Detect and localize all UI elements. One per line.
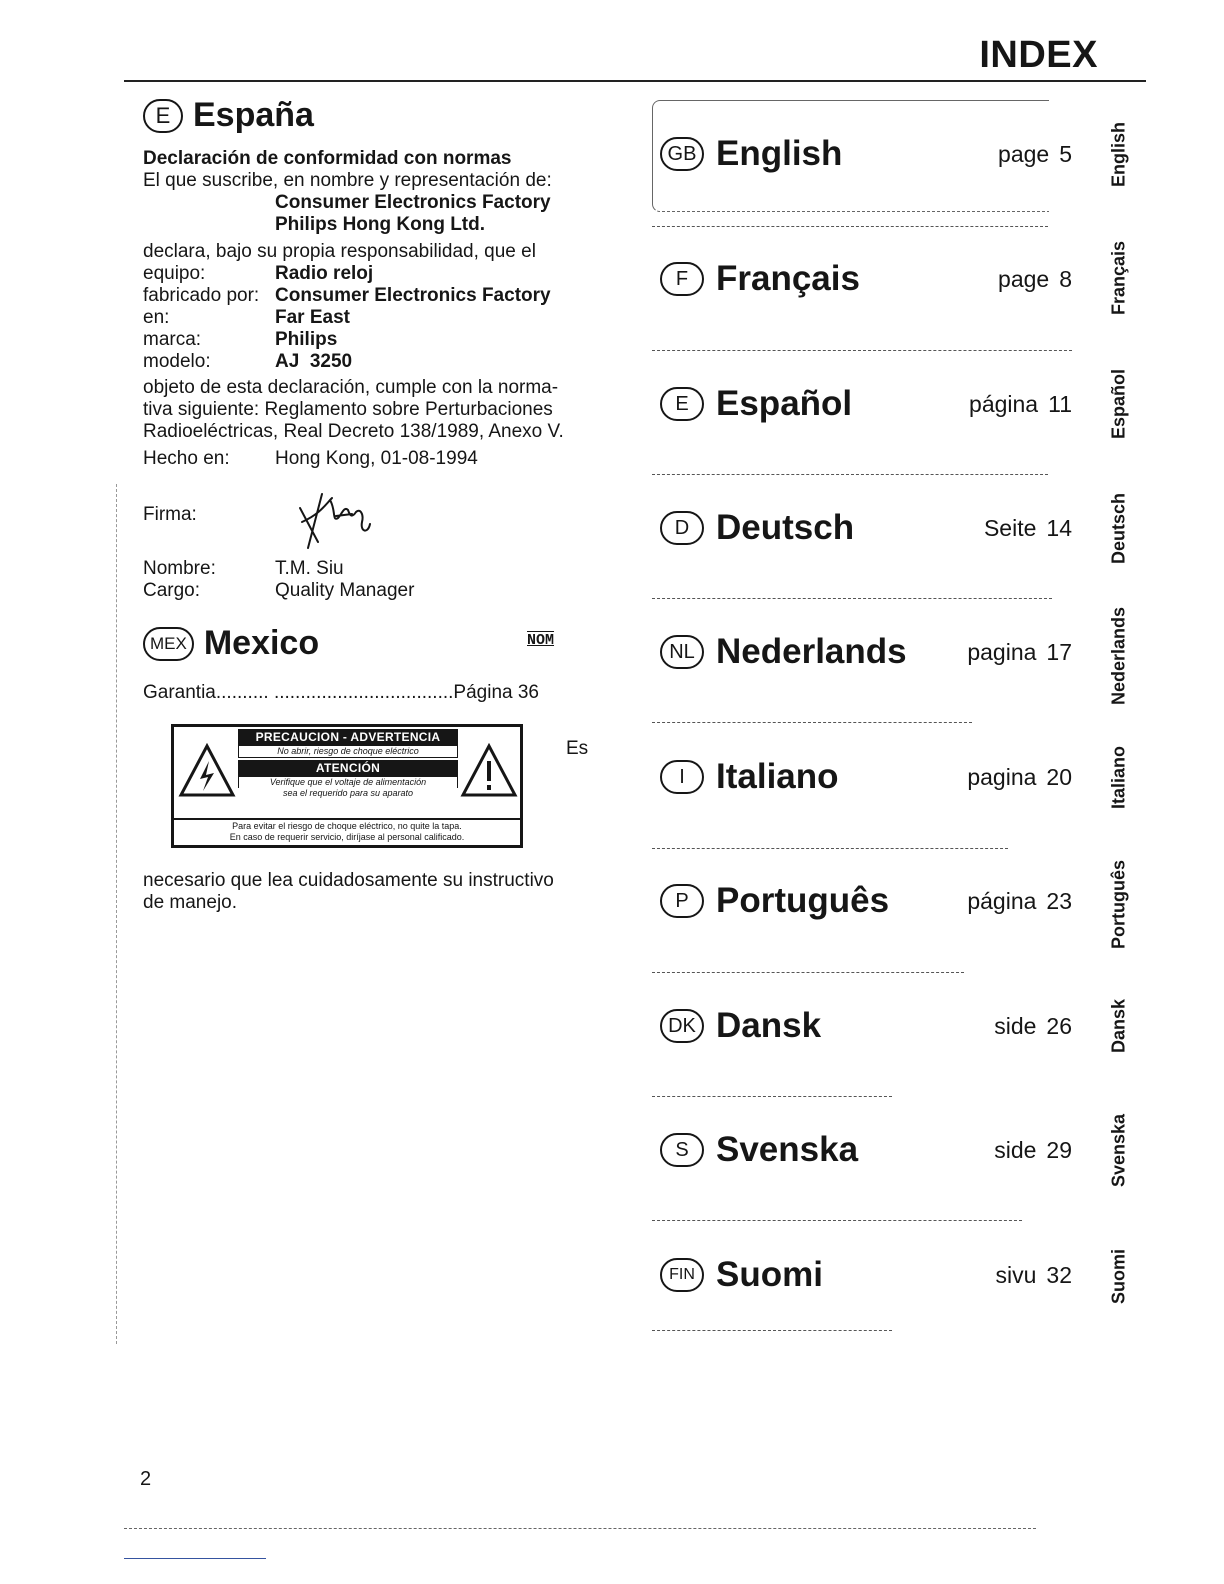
- warranty-page: Página 36: [453, 682, 539, 703]
- language-page: [998, 266, 1072, 293]
- country-badge-e: E: [143, 99, 183, 133]
- divider: [652, 848, 1008, 849]
- language-row-english[interactable]: [660, 124, 1072, 184]
- language-name: Nederlands: [716, 632, 907, 671]
- divider: [652, 722, 972, 723]
- object-line-2: tiva siguiente: Reglamento sobre Perturbaciones: [143, 399, 553, 420]
- warning-line-3: sea el requerido para su aparato: [282, 788, 414, 798]
- made-value: Hong Kong, 01-08-1994: [275, 448, 478, 469]
- declaration-intro: El que suscribe, en nombre y representación de:: [143, 170, 552, 191]
- tab-dansk[interactable]: Dansk: [1108, 998, 1129, 1054]
- note-line-2: de manejo.: [143, 892, 238, 913]
- language-name: Dansk: [716, 1006, 822, 1045]
- made-label: Hecho en:: [143, 448, 230, 469]
- page-number: 20: [1046, 763, 1072, 790]
- field-row: [143, 329, 613, 351]
- field-row: [143, 307, 613, 329]
- language-badge: FIN: [660, 1258, 704, 1292]
- warning-footer: [174, 818, 520, 845]
- note-line-1: necesario que lea cuidadosamente su instructivo: [143, 870, 554, 891]
- mexico-title: Mexico: [203, 624, 320, 662]
- field-value: Philips: [275, 329, 338, 350]
- language-page: [996, 1262, 1073, 1289]
- language-page: [967, 764, 1072, 791]
- tab-suomi[interactable]: Suomi: [1108, 1248, 1129, 1304]
- language-badge: I: [660, 760, 704, 794]
- page-number: 8: [1059, 265, 1072, 292]
- page-number: 5: [1059, 140, 1072, 167]
- tab-portugues[interactable]: Português: [1108, 859, 1129, 949]
- divider: [652, 1096, 892, 1097]
- language-name: Suomi: [716, 1255, 823, 1294]
- language-badge: P: [660, 884, 704, 918]
- language-page: [994, 1137, 1072, 1164]
- divider: [652, 1220, 1022, 1221]
- language-row-portugues[interactable]: [660, 871, 1072, 931]
- tab-deutsch[interactable]: Deutsch: [1108, 492, 1129, 564]
- page-number: 26: [1046, 1012, 1072, 1039]
- language-name: Svenska: [716, 1130, 859, 1169]
- espana-declaration: [143, 148, 613, 470]
- warning-label: [171, 724, 523, 848]
- tab-nederlands[interactable]: Nederlands: [1108, 606, 1129, 706]
- field-row: [143, 285, 613, 307]
- field-label: en:: [143, 307, 170, 328]
- page-number: 29: [1046, 1136, 1072, 1163]
- tab-espanol[interactable]: Español: [1108, 369, 1129, 440]
- signature-label: Firma:: [143, 504, 197, 525]
- position-value: Quality Manager: [275, 580, 415, 601]
- warning-line-1: No abrir, riesgo de choque eléctrico: [238, 745, 458, 758]
- language-name: Français: [716, 259, 860, 298]
- page-word: Seite: [983, 514, 1037, 541]
- field-value: Consumer Electronics Factory: [275, 285, 551, 306]
- page-word: page: [998, 140, 1050, 167]
- language-row-suomi[interactable]: [660, 1245, 1072, 1305]
- page-number: 32: [1046, 1261, 1072, 1288]
- company-line-2: Philips Hong Kong Ltd.: [275, 214, 486, 235]
- page-word: página: [967, 887, 1037, 914]
- language-name: Português: [716, 881, 890, 920]
- page-number: 14: [1046, 514, 1072, 541]
- warning-text-block: [238, 729, 458, 799]
- page-word: sivu: [995, 1261, 1037, 1288]
- language-row-espanol[interactable]: [660, 374, 1072, 434]
- field-value: Far East: [275, 307, 350, 328]
- divider: [652, 1330, 892, 1331]
- warning-line-2: Verifique que el voltaje de alimentación: [238, 776, 458, 788]
- page-word: page: [998, 265, 1050, 292]
- language-badge: D: [660, 511, 704, 545]
- page-word: side: [994, 1012, 1037, 1039]
- field-row: [143, 263, 613, 285]
- bottom-rule: [124, 1528, 1036, 1529]
- page-word: pagina: [967, 638, 1037, 665]
- page-title: INDEX: [979, 34, 1098, 76]
- caution-warning-icon: [460, 743, 518, 799]
- es-label: Es: [566, 738, 589, 759]
- declaration-title: Declaración de conformidad con normas: [143, 148, 512, 169]
- company-line-1: Consumer Electronics Factory: [275, 192, 551, 213]
- language-name: Deutsch: [716, 508, 855, 547]
- espana-title: España: [193, 96, 314, 134]
- warranty-dots: .......... ..................................: [215, 682, 454, 703]
- signature-image: [292, 488, 384, 554]
- language-name: Italiano: [716, 757, 839, 796]
- position-row: [143, 580, 613, 602]
- page-word: pagina: [967, 763, 1037, 790]
- mexico-note: [143, 870, 613, 914]
- divider: [652, 598, 1052, 599]
- language-badge: F: [660, 262, 704, 296]
- field-label: fabricado por:: [143, 285, 260, 306]
- field-row: [143, 351, 613, 373]
- divider: [652, 474, 1048, 475]
- nom-mark: NOM: [527, 632, 555, 649]
- language-row-francais[interactable]: [660, 249, 1072, 309]
- warning-title: PRECAUCION - ADVERTENCIA: [238, 729, 458, 745]
- language-badge: DK: [660, 1009, 704, 1043]
- language-page: [994, 1013, 1072, 1040]
- language-name: English: [716, 134, 843, 173]
- name-value: T.M. Siu: [275, 558, 344, 579]
- page-number: 11: [1048, 390, 1072, 417]
- position-label: Cargo:: [143, 580, 201, 601]
- warranty-label: Garantia: [143, 682, 216, 703]
- language-row-dansk[interactable]: [660, 996, 1072, 1056]
- warning-atencion: ATENCIÓN: [238, 760, 458, 776]
- field-value: Radio reloj: [275, 263, 374, 284]
- electric-warning-icon: [178, 743, 236, 799]
- language-badge: E: [660, 387, 704, 421]
- bottom-short-rule: [124, 1558, 266, 1559]
- tab-italiano[interactable]: Italiano: [1108, 745, 1129, 809]
- divider: [652, 226, 1048, 227]
- warranty-line: [143, 682, 613, 704]
- language-badge: NL: [660, 635, 704, 669]
- margin-mark: [116, 484, 117, 1344]
- tab-english[interactable]: English: [1108, 121, 1129, 187]
- field-label: modelo:: [143, 351, 211, 372]
- made-row: [143, 448, 613, 470]
- language-page: [967, 639, 1072, 666]
- mexico-heading: [143, 624, 319, 663]
- page-word: página: [969, 390, 1039, 417]
- language-badge: GB: [660, 137, 704, 171]
- divider: [652, 350, 1072, 351]
- declares-line: declara, bajo su propia responsabilidad, que el: [143, 241, 536, 262]
- language-page: [984, 515, 1072, 542]
- language-page: [967, 888, 1072, 915]
- divider: [652, 972, 964, 973]
- name-row: [143, 558, 613, 580]
- object-line-3: Radioeléctricas, Real Decreto 138/1989, Anexo V.: [143, 421, 564, 442]
- language-page: [998, 141, 1072, 168]
- page-number: 17: [1046, 638, 1072, 665]
- name-label: Nombre:: [143, 558, 216, 579]
- language-row-deutsch[interactable]: [660, 498, 1072, 558]
- language-name: Español: [716, 384, 853, 423]
- header-rule: [124, 80, 1146, 82]
- page-number-footer: 2: [140, 1468, 152, 1490]
- page-word: side: [994, 1136, 1037, 1163]
- espana-heading: [143, 96, 314, 135]
- signatory: [143, 558, 613, 602]
- field-label: equipo:: [143, 263, 206, 284]
- country-badge-mex: MEX: [143, 627, 194, 661]
- page-number: 23: [1046, 887, 1072, 914]
- object-line-1: objeto de esta declaración, cumple con la norma-: [143, 377, 559, 398]
- tab-svenska[interactable]: Svenska: [1108, 1113, 1129, 1187]
- language-badge: S: [660, 1133, 704, 1167]
- tab-francais[interactable]: Français: [1108, 240, 1129, 316]
- field-label: marca:: [143, 329, 202, 350]
- language-row-svenska[interactable]: [660, 1120, 1072, 1180]
- warning-foot-1: Para evitar el riesgo de choque eléctrico, no quite la tapa.: [232, 821, 462, 831]
- language-row-nederlands[interactable]: [660, 622, 1072, 682]
- language-row-italiano[interactable]: [660, 747, 1072, 807]
- warning-foot-2: En caso de requerir servicio, diríjase al personal calificado.: [229, 832, 465, 842]
- field-value: AJ 3250: [275, 351, 353, 372]
- language-page: [969, 391, 1072, 418]
